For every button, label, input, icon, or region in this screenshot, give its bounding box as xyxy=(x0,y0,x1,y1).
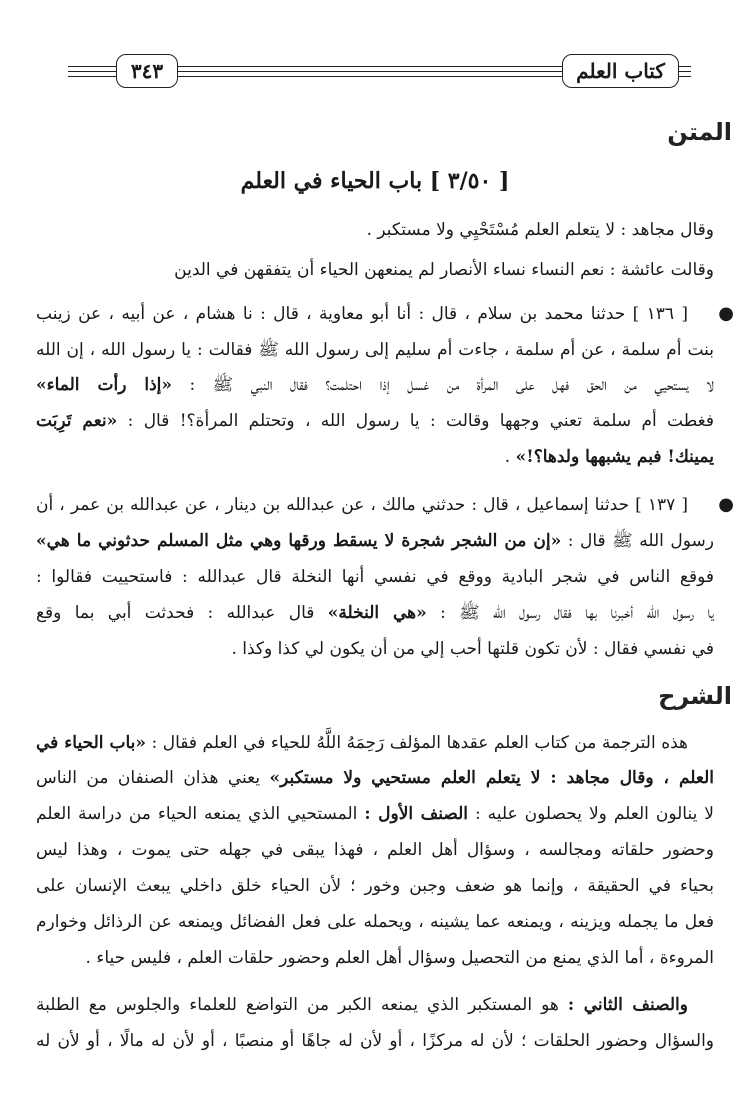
hadith-136-line: بنت أم سلمة ، عن أم سلمة ، جاءت أم سليم إلى رسول الله ﷺ فقالت : يا رسول الله ، إن الله xyxy=(36,340,714,360)
text-span: يعني هذان الصنفان من الناس xyxy=(36,768,270,788)
hadith-136-line xyxy=(36,373,714,397)
text-span: المستحيي الذي يمنعه الحياء من دراسة العلم xyxy=(36,804,365,824)
hadith-137-line: [ ١٣٧ ] حدثنا إسماعيل ، قال : حدثني مالك ، عن عبدالله بن دينار ، عن عبدالله بن عمر ، أن xyxy=(36,495,688,515)
header-rule xyxy=(68,71,116,72)
book-title: كتاب العلم xyxy=(562,54,679,88)
matn-section-label: المتن xyxy=(667,118,732,146)
prophetic-quote: «إذا رأت الماء» xyxy=(36,375,173,395)
prophetic-quote: «إن من الشجر شجرة لا يسقط ورقها وهي مثل المسلم حدثوني ما هي» xyxy=(36,531,562,551)
hadith-137-line xyxy=(36,601,714,625)
sharh-section-label: الشرح xyxy=(658,682,732,710)
text-span: . xyxy=(504,447,516,467)
page-number: ٣٤٣ xyxy=(116,54,178,88)
commentary-line: فعل ما يجمله ويزينه ، ويمنعه عما يشينه ، ويحمله على فعل الفضائل ويمنعه عن الرذائل وخوارم xyxy=(36,912,714,932)
hadith-137-line xyxy=(36,529,714,553)
commentary-line xyxy=(36,731,688,755)
page-header xyxy=(68,54,690,92)
commentary-line: المروءة ، أما الذي يمنع من التحصيل وسؤال أهل العلم وحضور حلقات العلم ، فليس حياء . xyxy=(85,948,714,968)
header-rule xyxy=(176,76,562,77)
hadith-136-line: [ ١٣٦ ] حدثنا محمد بن سلام ، قال : أنا أبو معاوية ، قال : نا هشام ، عن أبيه ، عن زينب xyxy=(36,304,688,324)
quoted-heading: «باب الحياء في xyxy=(36,733,147,753)
chapter-title: [ ٣/٥٠ ] باب الحياء في العلم xyxy=(240,168,510,194)
prophetic-quote: «نعم تَرِبَت xyxy=(36,411,118,431)
commentary-line xyxy=(36,802,714,826)
commentary-line: بحياء في الحقيقة ، وإنما هو ضعف وجبن وخور ؛ لأن الحياء خلق داخلي يبعث الإنسان على xyxy=(36,876,714,896)
category-heading: الصنف الأول : xyxy=(364,804,468,824)
text-span: هو المستكبر الذي يمنعه الكبر من التواضع للعلماء والجلوس مع الطلبة xyxy=(36,995,568,1015)
hadith-137-line: في نفسي فقال : لأن تكون قلتها أحب إلي من أن يكون لي كذا وكذا . xyxy=(231,639,714,659)
text-span: هذه الترجمة من كتاب العلم عقدها المؤلف رَحِمَهُ اللَّهُ للحياء في العلم فقال : xyxy=(146,733,688,753)
intro-line: وقالت عائشة : نعم النساء نساء الأنصار لم يمنعهن الحياء أن يتفقهن في الدين xyxy=(174,260,714,280)
bullet-icon: ● xyxy=(718,494,734,515)
header-rule xyxy=(677,71,691,72)
header-rule xyxy=(176,66,562,67)
commentary-line xyxy=(36,993,688,1017)
category-heading: والصنف الثاني : xyxy=(567,995,688,1015)
text-span: فغطت أم سلمة تعني وجهها وقالت : يا رسول الله ، وتحتلم المرأة؟! قال : xyxy=(117,411,715,431)
intro-line: وقال مجاهد : لا يتعلم العلم مُسْتَحْيِي ولا مستكبر . xyxy=(366,220,714,240)
commentary-line: وحضور حلقاته ومجالسه ، وسؤال أهل العلم ، فهذا يبقى في جهله حتى يموت ، وهذا ليس xyxy=(36,840,714,860)
commentary-line: والسؤال وحضور الحلقات ؛ لأن له مركزًا ، أو لأن له جاهًا أو منصبًا ، أو لأن له مالًا ، أو لأن له xyxy=(36,1031,715,1051)
text-span: لا ينالون العلم ولا يحصلون عليه : xyxy=(467,804,715,824)
text-span: يا رسول الله أخبرنا بها فقال رسول الله ﷺ : xyxy=(426,603,714,623)
bullet-icon: ● xyxy=(718,303,734,324)
text-span: قال عبدالله : فحدثت أبي بما وقع xyxy=(36,603,328,623)
header-rule xyxy=(677,76,691,77)
commentary-line xyxy=(36,766,714,790)
hadith-137-line: فوقع الناس في شجر البادية ووقع في نفسي أنها النخلة قال عبدالله : فاستحييت فقالوا : xyxy=(36,567,714,587)
header-rule xyxy=(68,66,116,67)
prophetic-quote: «هي النخلة» xyxy=(327,603,427,623)
prophetic-quote: يمينك! فبم يشبهها ولدها؟!» xyxy=(515,447,714,467)
text-span: لا يستحيي من الحق فهل على المرأة من غسل إذا احتلمت؟ فقال النبي ﷺ : xyxy=(172,375,714,395)
quoted-heading: العلم ، وقال مجاهد : لا يتعلم العلم مستحيي ولا مستكبر» xyxy=(269,768,714,788)
hadith-136-line xyxy=(36,445,714,469)
hadith-136-line xyxy=(36,409,714,433)
header-rule xyxy=(68,76,116,77)
header-rule xyxy=(677,66,691,67)
header-rule xyxy=(176,71,562,72)
text-span: رسول الله ﷺ قال : xyxy=(561,531,714,551)
